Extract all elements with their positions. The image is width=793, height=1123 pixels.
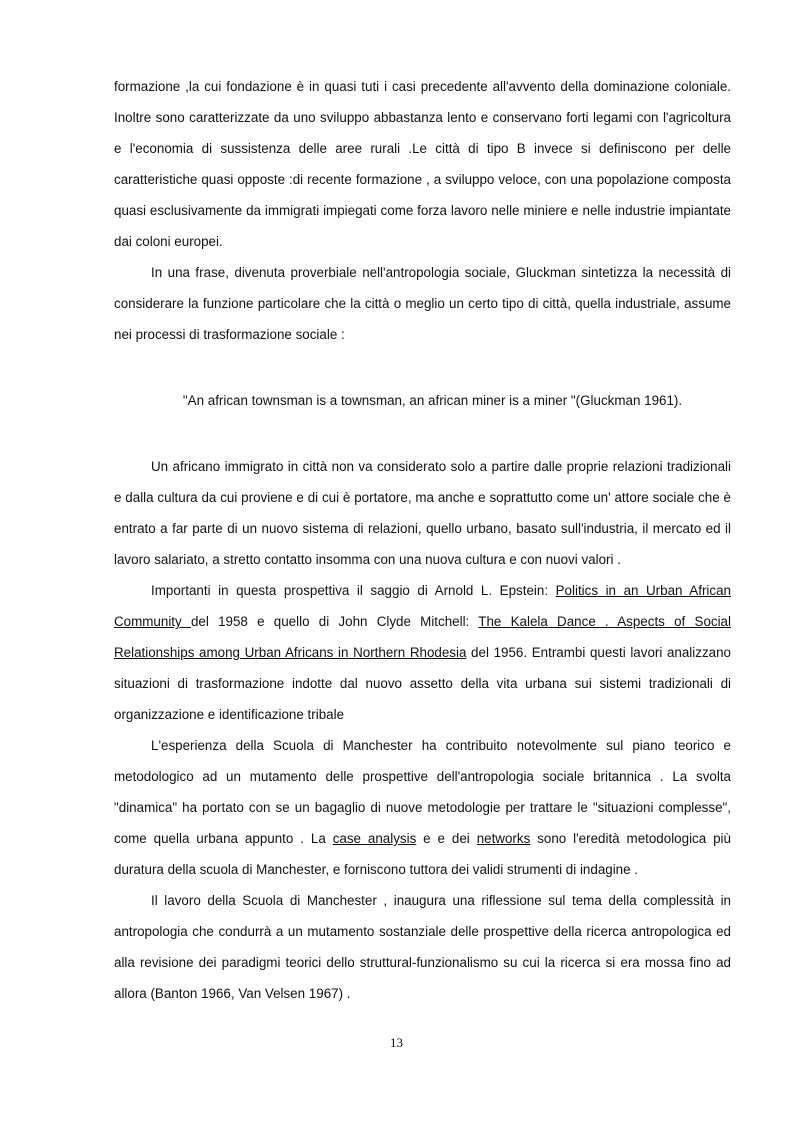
- book-title-epstein: Politics in an Urban African Community: [114, 583, 731, 629]
- page-number: 13: [390, 1035, 403, 1050]
- paragraph-1: formazione ,la cui fondazione è in quasi tuti i casi precedente all'avvento della dominazione coloniale. Inoltre sono caratterizzate da uno sviluppo abbastanza lento e conservano forti legami con l'agricoltura e l'economia di sussistenza delle aree rurali .Le città di tipo B invece si definiscono per delle caratteristiche quasi opposte :di recente formazione , a sviluppo veloce, con una popolazione composta quasi esclusivamente da immigrati impiegati come forza lavoro nelle miniere e nelle industrie impiantate dai coloni europei.: [114, 79, 731, 249]
- paragraph-4-text-b: del 1958 e quello di John Clyde Mitchell:: [190, 614, 479, 629]
- paragraph-5-text-a: L'esperienza della Scuola di Manchester ha contribuito notevolmente sul piano teorico e metodologico ad un mutamento delle prospettive dell'antropologia sociale britannica . La svolta "dinamica" ha portato con se un bagaglio di nuove metodologie per trattare le "situazioni complesse", come quella urbana appunto . La: [114, 738, 731, 846]
- paragraph-5: [114, 730, 731, 885]
- paragraph-4: [114, 575, 731, 730]
- paragraph-2: In una frase, divenuta proverbiale nell'antropologia sociale, Gluckman sintetizza la necessità di considerare la funzione particolare che la città o meglio un certo tipo di città, quella industriale, assume nei processi di trasformazione sociale :: [114, 265, 731, 342]
- body-text: [114, 71, 731, 1009]
- paragraph-4-text-c: del 1956. Entrambi questi lavori analizzano situazioni di trasformazione indotte dal nuovo assetto della vita urbana sui sistemi tradizionali di organizzazione e identificazione tribale: [114, 645, 731, 722]
- paragraph-5-text-c: sono l'eredità metodologica più duratura della scuola di Manchester, e forniscono tuttora dei validi strumenti di indagine .: [114, 831, 731, 877]
- block-quote: "An african townsman is a townsman, an african miner is a miner "(Gluckman 1961).: [182, 393, 683, 408]
- term-networks: networks: [476, 831, 531, 846]
- paragraph-3: Un africano immigrato in città non va considerato solo a partire dalle proprie relazioni tradizionali e dalla cultura da cui proviene e di cui è portatore, ma anche e soprattutto come un' attore sociale che è entrato a far parte di un nuovo sistema di relazioni, quello urbano, basato sull'industria, il mercato ed il lavoro salariato, a stretto contatto insomma con una nuova cultura e con nuovi valori .: [114, 459, 731, 567]
- book-title-mitchell: The Kalela Dance . Aspects of Social Relationships among Urban Africans in Northern Rhodesia: [114, 614, 731, 660]
- term-case-analysis: case analysis: [332, 831, 417, 846]
- paragraph-6: Il lavoro della Scuola di Manchester , inaugura una riflessione sul tema della complessità in antropologia che condurrà a un mutamento sostanziale delle prospettive della ricerca antropologica ed alla revisione dei paradigmi teorici dello struttural-funzionalismo su cui la ricerca si era mossa fino ad allora (Banton 1966, Van Velsen 1967) .: [114, 893, 731, 1001]
- paragraph-5-text-b: e e dei: [416, 831, 477, 846]
- paragraph-4-text-a: Importanti in questa prospettiva il saggio di Arnold L. Epstein:: [151, 583, 556, 598]
